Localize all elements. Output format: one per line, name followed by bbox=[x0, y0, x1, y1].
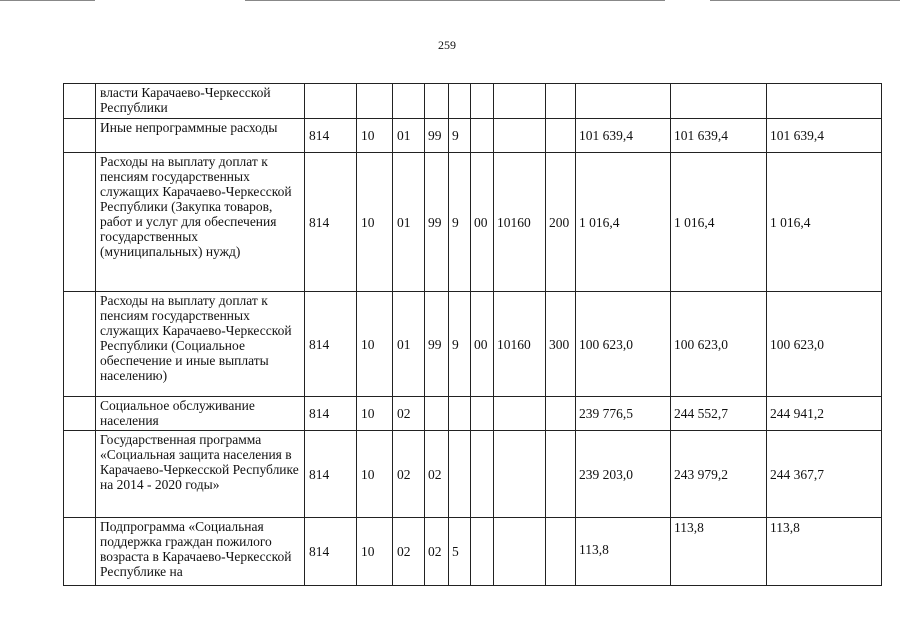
csr-subprogram-cell bbox=[449, 84, 471, 119]
table-row bbox=[64, 119, 882, 153]
ved-cell bbox=[305, 84, 357, 119]
csr-direction-cell bbox=[494, 431, 546, 518]
row-name: Расходы на выплату доплат к пенсиям государственных служащих Карачаево-Черкесской Республики (Социальное обеспечение и иные выплаты населению) bbox=[96, 292, 305, 397]
amount-year2: 100 623,0 bbox=[671, 292, 767, 397]
csr-direction-cell: 10160 bbox=[494, 153, 546, 292]
vr-cell bbox=[546, 518, 576, 586]
margin-cell bbox=[64, 518, 96, 586]
amount-year2 bbox=[671, 84, 767, 119]
rz-cell: 10 bbox=[357, 119, 393, 153]
margin-cell bbox=[64, 431, 96, 518]
ved-cell: 814 bbox=[305, 119, 357, 153]
ved-cell: 814 bbox=[305, 153, 357, 292]
csr-direction-cell bbox=[494, 84, 546, 119]
csr-program-cell bbox=[425, 397, 449, 431]
csr-event-cell bbox=[471, 431, 494, 518]
margin-cell bbox=[64, 153, 96, 292]
csr-event-cell bbox=[471, 84, 494, 119]
row-name: власти Карачаево-Черкесской Республики bbox=[96, 84, 305, 119]
csr-direction-cell: 10160 bbox=[494, 292, 546, 397]
vr-cell bbox=[546, 397, 576, 431]
rz-cell bbox=[357, 84, 393, 119]
csr-subprogram-cell bbox=[449, 431, 471, 518]
amount-year1 bbox=[576, 84, 671, 119]
csr-direction-cell bbox=[494, 397, 546, 431]
top-scan-line-left bbox=[0, 0, 95, 1]
pr-cell: 01 bbox=[393, 119, 425, 153]
margin-cell bbox=[64, 84, 96, 119]
amount-year1: 113,8 bbox=[576, 518, 671, 586]
csr-event-cell: 00 bbox=[471, 292, 494, 397]
amount-year1: 1 016,4 bbox=[576, 153, 671, 292]
csr-program-cell: 99 bbox=[425, 292, 449, 397]
csr-event-cell bbox=[471, 119, 494, 153]
amount-year2: 1 016,4 bbox=[671, 153, 767, 292]
row-name: Государственная программа «Социальная защита населения в Карачаево-Черкесской Республике на 2014 - 2020 годы» bbox=[96, 431, 305, 518]
vr-cell bbox=[546, 84, 576, 119]
vr-cell: 300 bbox=[546, 292, 576, 397]
budget-table bbox=[63, 83, 882, 586]
csr-subprogram-cell: 5 bbox=[449, 518, 471, 586]
vr-cell bbox=[546, 431, 576, 518]
row-name: Иные непрограммные расходы bbox=[96, 119, 305, 153]
amount-year3: 101 639,4 bbox=[767, 119, 882, 153]
pr-cell: 01 bbox=[393, 153, 425, 292]
csr-subprogram-cell bbox=[449, 397, 471, 431]
rz-cell: 10 bbox=[357, 292, 393, 397]
csr-program-cell bbox=[425, 84, 449, 119]
table-row bbox=[64, 518, 882, 586]
amount-year2: 244 552,7 bbox=[671, 397, 767, 431]
ved-cell: 814 bbox=[305, 518, 357, 586]
csr-program-cell: 02 bbox=[425, 518, 449, 586]
amount-year2: 113,8 bbox=[671, 518, 767, 586]
amount-year3: 1 016,4 bbox=[767, 153, 882, 292]
amount-year1: 100 623,0 bbox=[576, 292, 671, 397]
amount-year1: 239 776,5 bbox=[576, 397, 671, 431]
vr-cell bbox=[546, 119, 576, 153]
ved-cell: 814 bbox=[305, 397, 357, 431]
table-row bbox=[64, 397, 882, 431]
row-name: Расходы на выплату доплат к пенсиям государственных служащих Карачаево-Черкесской Республики (Закупка товаров, работ и услуг для обеспечения государственных (муниципальных) нужд) bbox=[96, 153, 305, 292]
csr-subprogram-cell: 9 bbox=[449, 153, 471, 292]
pr-cell: 02 bbox=[393, 518, 425, 586]
amount-year1: 101 639,4 bbox=[576, 119, 671, 153]
row-name: Подпрограмма «Социальная поддержка граждан пожилого возраста в Карачаево-Черкесской Республике на bbox=[96, 518, 305, 586]
ved-cell: 814 bbox=[305, 431, 357, 518]
rz-cell: 10 bbox=[357, 397, 393, 431]
rz-cell: 10 bbox=[357, 518, 393, 586]
amount-year3 bbox=[767, 84, 882, 119]
rz-cell: 10 bbox=[357, 431, 393, 518]
margin-cell bbox=[64, 292, 96, 397]
pr-cell: 01 bbox=[393, 292, 425, 397]
csr-direction-cell bbox=[494, 518, 546, 586]
csr-program-cell: 99 bbox=[425, 119, 449, 153]
pr-cell: 02 bbox=[393, 397, 425, 431]
table-row bbox=[64, 84, 882, 119]
margin-cell bbox=[64, 119, 96, 153]
csr-program-cell: 99 bbox=[425, 153, 449, 292]
pr-cell bbox=[393, 84, 425, 119]
csr-event-cell bbox=[471, 397, 494, 431]
margin-cell bbox=[64, 397, 96, 431]
csr-program-cell: 02 bbox=[425, 431, 449, 518]
page-number: 259 bbox=[438, 38, 456, 52]
amount-year3: 100 623,0 bbox=[767, 292, 882, 397]
vr-cell: 200 bbox=[546, 153, 576, 292]
amount-year2: 101 639,4 bbox=[671, 119, 767, 153]
amount-year3: 244 941,2 bbox=[767, 397, 882, 431]
top-scan-line-right bbox=[710, 0, 900, 1]
row-name: Социальное обслуживание населения bbox=[96, 397, 305, 431]
table-row bbox=[64, 292, 882, 397]
ved-cell: 814 bbox=[305, 292, 357, 397]
top-scan-line-mid bbox=[245, 0, 665, 1]
pr-cell: 02 bbox=[393, 431, 425, 518]
rz-cell: 10 bbox=[357, 153, 393, 292]
csr-subprogram-cell: 9 bbox=[449, 119, 471, 153]
amount-year1: 239 203,0 bbox=[576, 431, 671, 518]
table-row bbox=[64, 153, 882, 292]
csr-direction-cell bbox=[494, 119, 546, 153]
amount-year2: 243 979,2 bbox=[671, 431, 767, 518]
csr-event-cell bbox=[471, 518, 494, 586]
csr-subprogram-cell: 9 bbox=[449, 292, 471, 397]
amount-year3: 113,8 bbox=[767, 518, 882, 586]
amount-year3: 244 367,7 bbox=[767, 431, 882, 518]
csr-event-cell: 00 bbox=[471, 153, 494, 292]
table-row bbox=[64, 431, 882, 518]
